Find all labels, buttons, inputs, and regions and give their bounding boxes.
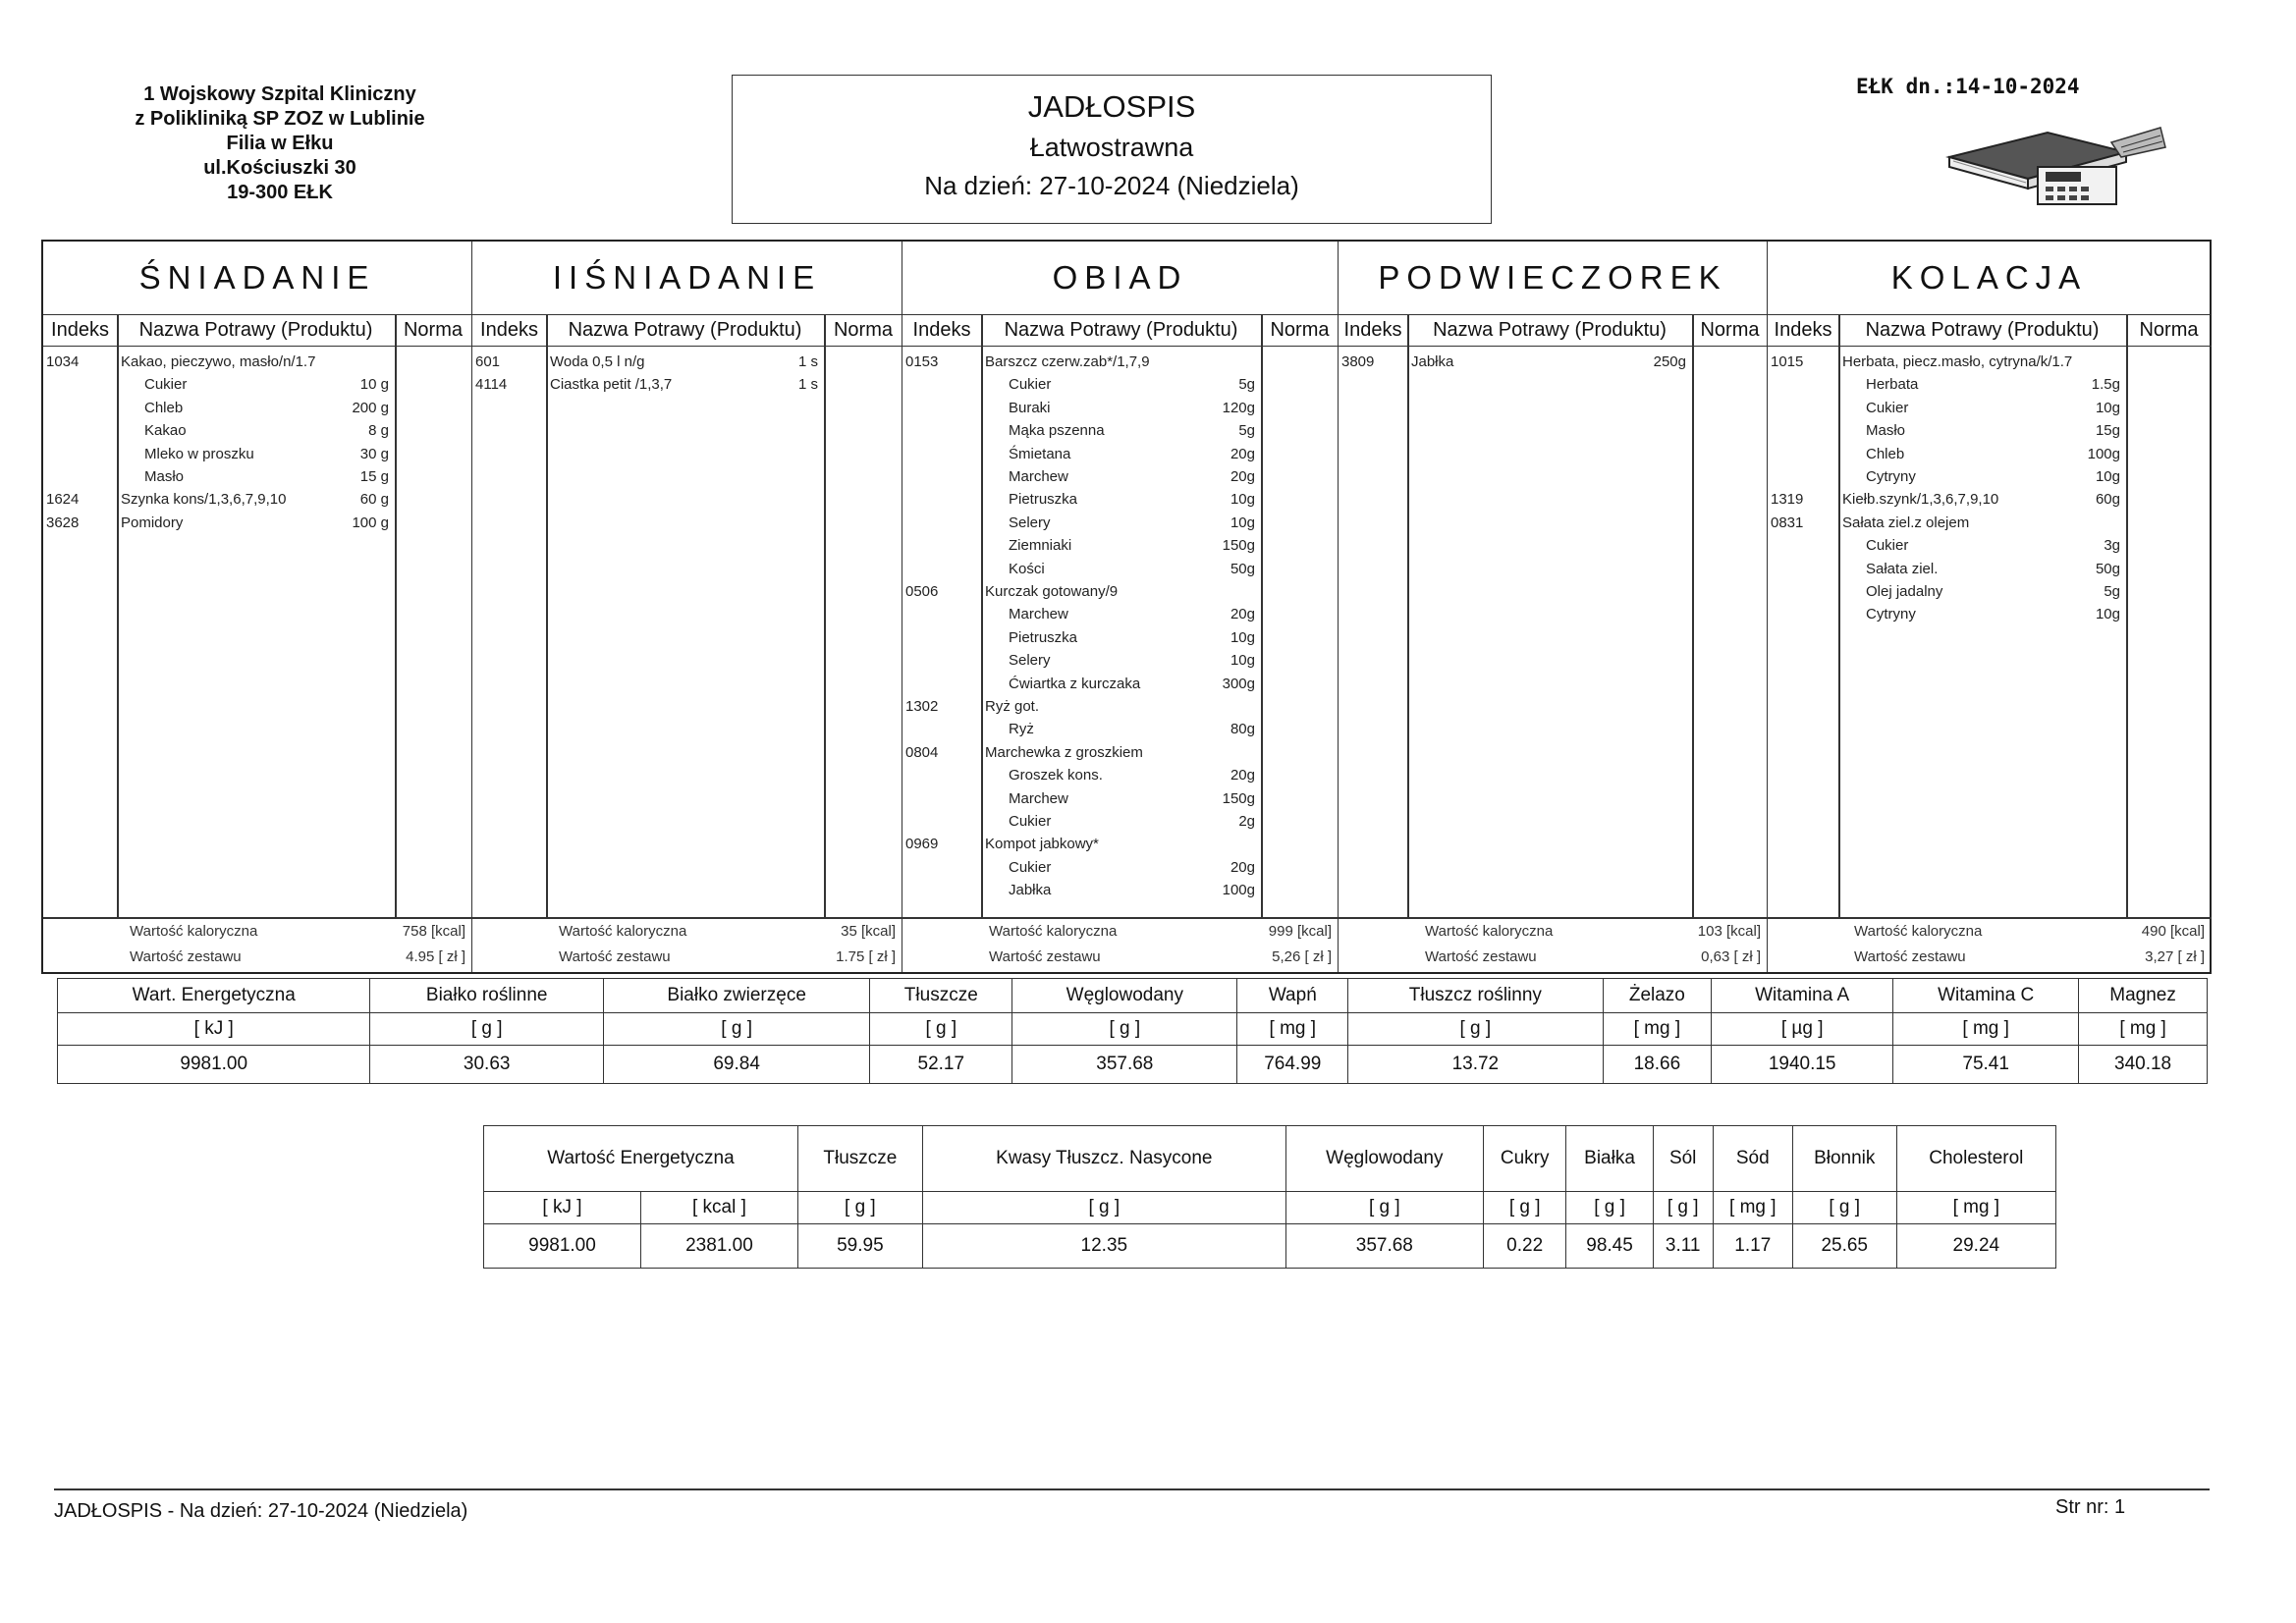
calorie-value: 35 [kcal] bbox=[841, 923, 896, 940]
nutrition-values-cell: 1940.15 bbox=[1712, 1046, 1893, 1084]
nutrition-headers-cell: Białko roślinne bbox=[370, 979, 603, 1013]
nutrition-label-units-cell: [ kcal ] bbox=[640, 1192, 797, 1224]
row-product-name: Marchew bbox=[1009, 789, 1068, 807]
nutrition-label-values-cell: 9981.00 bbox=[484, 1224, 641, 1269]
nutrition-table-main bbox=[57, 978, 2208, 1084]
row-norma: 2g bbox=[1238, 813, 1255, 830]
nutrition-label-values-cell: 357.68 bbox=[1285, 1224, 1483, 1269]
nutrition-label-values-cell: 25.65 bbox=[1792, 1224, 1896, 1269]
row-product-name: Jabłka bbox=[1411, 353, 1454, 370]
row-product-name: Cytryny bbox=[1866, 468, 1916, 485]
row-product-name: Ćwiartka z kurczaka bbox=[1009, 675, 1141, 692]
row-norma: 15g bbox=[2095, 422, 2120, 440]
nutrition-units-cell: [ g ] bbox=[370, 1013, 603, 1046]
row-product-name: Ryż bbox=[1009, 721, 1034, 738]
nutrition-units-cell: [ g ] bbox=[1348, 1013, 1603, 1046]
col-header-norma: Norma bbox=[824, 314, 902, 347]
row-norma: 20g bbox=[1230, 767, 1255, 784]
nutrition-values-cell: 9981.00 bbox=[58, 1046, 370, 1084]
row-norma: 1 s bbox=[797, 376, 818, 394]
col-header-name: Nazwa Potrawy (Produktu) bbox=[1407, 314, 1692, 347]
calorie-label: Wartość kaloryczna bbox=[130, 923, 258, 940]
title-box bbox=[732, 75, 1492, 224]
nutrition-values-cell: 13.72 bbox=[1348, 1046, 1603, 1084]
row-norma: 100g bbox=[1222, 882, 1255, 899]
nutrition-label-values-cell: 3.11 bbox=[1653, 1224, 1713, 1269]
row-index: 1319 bbox=[1771, 491, 1804, 509]
meal-title: IIŚNIADANIE bbox=[472, 242, 902, 315]
row-norma: 10g bbox=[1230, 652, 1255, 670]
row-product-name: Marchewka z groszkiem bbox=[985, 743, 1143, 761]
nutrition-label-units-cell: [ g ] bbox=[1792, 1192, 1896, 1224]
row-product-name: Barszcz czerw.zab*/1,7,9 bbox=[985, 353, 1150, 370]
row-norma: 80g bbox=[1230, 721, 1255, 738]
row-index: 0506 bbox=[905, 583, 939, 600]
meal-0 bbox=[43, 242, 471, 972]
column-divider bbox=[117, 314, 119, 917]
nutrition-values-cell: 30.63 bbox=[370, 1046, 603, 1084]
row-index: 1302 bbox=[905, 698, 939, 715]
row-product-name: Cytryny bbox=[1866, 606, 1916, 623]
row-product-name: Kurczak gotowany/9 bbox=[985, 583, 1119, 600]
col-header-index: Indeks bbox=[1768, 314, 1838, 347]
nutrition-headers-cell: Wart. Energetyczna bbox=[58, 979, 370, 1013]
row-norma: 10 g bbox=[359, 376, 389, 394]
nutrition-label-values-cell: 0.22 bbox=[1483, 1224, 1566, 1269]
row-product-name: Mąka pszenna bbox=[1009, 422, 1105, 440]
row-index: 4114 bbox=[475, 376, 508, 394]
row-norma: 250g bbox=[1653, 353, 1686, 370]
nutrition-label-header-cell: Cholesterol bbox=[1896, 1126, 2055, 1192]
nutrition-headers-cell: Węglowodany bbox=[1012, 979, 1237, 1013]
meal-4 bbox=[1767, 242, 2211, 972]
row-product-name: Pietruszka bbox=[1009, 491, 1078, 509]
nutrition-label-header-cell: Tłuszcze bbox=[797, 1126, 922, 1192]
nutrition-label-header-cell: Sól bbox=[1653, 1126, 1713, 1192]
row-product-name: Szynka kons/1,3,6,7,9,10 bbox=[121, 491, 287, 509]
page-number: Str nr: 1 bbox=[2055, 1496, 2126, 1518]
nutrition-headers-cell: Witamina C bbox=[1893, 979, 2079, 1013]
col-header-index: Indeks bbox=[1339, 314, 1407, 347]
row-norma: 10g bbox=[2095, 606, 2120, 623]
nutrition-headers-cell: Wapń bbox=[1237, 979, 1348, 1013]
row-norma: 10g bbox=[1230, 628, 1255, 646]
nutrition-label-header-cell: Cukry bbox=[1483, 1126, 1566, 1192]
cost-value: 3,27 [ zł ] bbox=[2145, 948, 2205, 965]
summary-divider bbox=[1768, 917, 2212, 919]
nutrition-headers-cell: Tłuszcze bbox=[870, 979, 1012, 1013]
cost-label: Wartość zestawu bbox=[1425, 948, 1537, 965]
hospital-line: Filia w Ełku bbox=[226, 133, 334, 154]
row-index: 1034 bbox=[46, 353, 80, 370]
calorie-label: Wartość kaloryczna bbox=[989, 923, 1118, 940]
nutrition-label-values-cell: 2381.00 bbox=[640, 1224, 797, 1269]
nutrition-label-header-cell: Węglowodany bbox=[1285, 1126, 1483, 1192]
calorie-label: Wartość kaloryczna bbox=[559, 923, 687, 940]
row-product-name: Cukier bbox=[1009, 376, 1052, 394]
row-product-name: Cukier bbox=[1866, 399, 1909, 416]
row-norma: 60 g bbox=[359, 491, 389, 509]
row-norma: 20g bbox=[1230, 445, 1255, 462]
cost-value: 0,63 [ zł ] bbox=[1701, 948, 1761, 965]
nutrition-label-units-cell: [ g ] bbox=[1285, 1192, 1483, 1224]
meal-title: ŚNIADANIE bbox=[43, 242, 471, 315]
hospital-line: 1 Wojskowy Szpital Kliniczny bbox=[143, 83, 416, 105]
row-product-name: Cukier bbox=[1866, 537, 1909, 555]
nutrition-headers-cell: Białko zwierzęce bbox=[603, 979, 870, 1013]
cost-value: 4.95 [ zł ] bbox=[406, 948, 465, 965]
column-divider bbox=[1692, 314, 1694, 917]
row-norma: 100 g bbox=[352, 514, 389, 531]
row-product-name: Herbata, piecz.masło, cytryna/k/1.7 bbox=[1842, 353, 2073, 370]
energy-header: Wartość Energetyczna bbox=[484, 1126, 798, 1192]
nutrition-units-cell: [ kJ ] bbox=[58, 1013, 370, 1046]
row-norma: 200 g bbox=[352, 399, 389, 416]
row-product-name: Cukier bbox=[1009, 813, 1052, 830]
row-product-name: Masło bbox=[144, 468, 185, 485]
col-header-name: Nazwa Potrawy (Produktu) bbox=[1838, 314, 2126, 347]
row-norma: 20g bbox=[1230, 468, 1255, 485]
meal-3 bbox=[1338, 242, 1767, 972]
column-divider bbox=[395, 314, 397, 917]
column-divider bbox=[1407, 314, 1409, 917]
cost-label: Wartość zestawu bbox=[130, 948, 242, 965]
menu-date: Na dzień: 27-10-2024 (Niedziela) bbox=[924, 171, 1299, 200]
nutrition-label-values-row bbox=[484, 1224, 2056, 1269]
summary-divider bbox=[902, 917, 1339, 919]
summary-divider bbox=[1339, 917, 1768, 919]
nutrition-units-cell: [ g ] bbox=[1012, 1013, 1237, 1046]
col-header-norma: Norma bbox=[1692, 314, 1768, 347]
nutrition-headers-cell: Żelazo bbox=[1603, 979, 1712, 1013]
row-product-name: Pomidory bbox=[121, 514, 184, 531]
nutrition-values-cell: 75.41 bbox=[1893, 1046, 2079, 1084]
row-norma: 150g bbox=[1222, 789, 1255, 807]
row-product-name: Sałata ziel.z olejem bbox=[1842, 514, 1970, 531]
row-product-name: Marchew bbox=[1009, 468, 1068, 485]
row-index: 0804 bbox=[905, 743, 939, 761]
row-product-name: Cukier bbox=[1009, 858, 1052, 876]
nutrition-values-cell: 340.18 bbox=[2079, 1046, 2208, 1084]
row-index: 1624 bbox=[46, 491, 80, 509]
column-divider bbox=[2126, 314, 2128, 917]
nutrition-label-header-cell: Błonnik bbox=[1792, 1126, 1896, 1192]
diet-name: Łatwostrawna bbox=[1029, 133, 1194, 162]
row-norma: 50g bbox=[2095, 560, 2120, 577]
nutrition-values-cell: 18.66 bbox=[1603, 1046, 1712, 1084]
row-product-name: Cukier bbox=[144, 376, 188, 394]
row-product-name: Ciastka petit /1,3,7 bbox=[550, 376, 673, 394]
row-norma: 5g bbox=[2104, 583, 2120, 600]
nutrition-label-values-cell: 12.35 bbox=[922, 1224, 1285, 1269]
row-index: 3809 bbox=[1341, 353, 1375, 370]
row-product-name: Kompot jabkowy* bbox=[985, 836, 1099, 853]
row-norma: 8 g bbox=[368, 422, 389, 440]
nutrition-row-headers bbox=[58, 979, 2208, 1013]
summary-divider bbox=[43, 917, 471, 919]
nutrition-label-values-cell: 59.95 bbox=[797, 1224, 922, 1269]
nutrition-label-units-row bbox=[484, 1192, 2056, 1224]
cost-value: 5,26 [ zł ] bbox=[1272, 948, 1332, 965]
col-header-norma: Norma bbox=[1261, 314, 1339, 347]
footer-title: JADŁOSPIS - Na dzień: 27-10-2024 (Niedziela) bbox=[54, 1500, 468, 1522]
hospital-line: ul.Kościuszki 30 bbox=[203, 157, 356, 179]
row-norma: 20g bbox=[1230, 858, 1255, 876]
nutrition-row-values bbox=[58, 1046, 2208, 1084]
nutrition-label-units-cell: [ g ] bbox=[1653, 1192, 1713, 1224]
column-divider bbox=[1838, 314, 1840, 917]
row-product-name: Chleb bbox=[1866, 445, 1905, 462]
summary-divider bbox=[472, 917, 902, 919]
meal-title: OBIAD bbox=[902, 242, 1338, 315]
row-index: 0831 bbox=[1771, 514, 1804, 531]
row-product-name: Olej jadalny bbox=[1866, 583, 1943, 600]
nutrition-units-cell: [ µg ] bbox=[1712, 1013, 1893, 1046]
row-product-name: Kakao bbox=[144, 422, 187, 440]
meal-title: KOLACJA bbox=[1768, 242, 2211, 315]
col-header-name: Nazwa Potrawy (Produktu) bbox=[546, 314, 824, 347]
hospital-line: z Polikliniką SP ZOZ w Lublinie bbox=[135, 108, 425, 130]
nutrition-units-cell: [ mg ] bbox=[1603, 1013, 1712, 1046]
row-product-name: Sałata ziel. bbox=[1866, 560, 1939, 577]
calorie-value: 999 [kcal] bbox=[1268, 923, 1332, 940]
row-norma: 100g bbox=[2087, 445, 2120, 462]
nutrition-table-label bbox=[483, 1125, 2056, 1269]
cost-label: Wartość zestawu bbox=[1854, 948, 1966, 965]
col-header-name: Nazwa Potrawy (Produktu) bbox=[117, 314, 395, 347]
nutrition-label-values-cell: 1.17 bbox=[1713, 1224, 1792, 1269]
row-index: 0153 bbox=[905, 353, 939, 370]
row-product-name: Marchew bbox=[1009, 606, 1068, 623]
column-divider bbox=[546, 314, 548, 917]
row-norma: 30 g bbox=[359, 445, 389, 462]
nutrition-label-header-cell: Kwasy Tłuszcz. Nasycone bbox=[922, 1126, 1285, 1192]
row-norma: 20g bbox=[1230, 606, 1255, 623]
nutrition-label-header-row bbox=[484, 1126, 2056, 1192]
col-header-name: Nazwa Potrawy (Produktu) bbox=[981, 314, 1261, 347]
row-product-name: Buraki bbox=[1009, 399, 1051, 416]
row-product-name: Jabłka bbox=[1009, 882, 1052, 899]
row-product-name: Masło bbox=[1866, 422, 1906, 440]
nutrition-values-cell: 357.68 bbox=[1012, 1046, 1237, 1084]
row-product-name: Pietruszka bbox=[1009, 628, 1078, 646]
row-norma: 5g bbox=[1238, 376, 1255, 394]
menu-table bbox=[41, 240, 2212, 974]
row-product-name: Ziemniaki bbox=[1009, 537, 1072, 555]
meal-2 bbox=[902, 242, 1338, 972]
col-header-norma: Norma bbox=[2126, 314, 2212, 347]
nutrition-label-header-cell: Sód bbox=[1713, 1126, 1792, 1192]
nutrition-values-cell: 764.99 bbox=[1237, 1046, 1348, 1084]
row-product-name: Mleko w proszku bbox=[144, 445, 254, 462]
row-index: 601 bbox=[475, 353, 501, 370]
calorie-value: 758 [kcal] bbox=[402, 923, 465, 940]
row-product-name: Śmietana bbox=[1009, 445, 1071, 462]
nutrition-label-units-cell: [ g ] bbox=[797, 1192, 922, 1224]
row-norma: 10g bbox=[2095, 399, 2120, 416]
row-norma: 3g bbox=[2104, 537, 2120, 555]
col-header-index: Indeks bbox=[43, 314, 117, 347]
nutrition-label-values-cell: 29.24 bbox=[1896, 1224, 2055, 1269]
row-norma: 300g bbox=[1222, 675, 1255, 692]
meal-1 bbox=[471, 242, 902, 972]
nutrition-label-values-cell: 98.45 bbox=[1566, 1224, 1653, 1269]
row-index: 1015 bbox=[1771, 353, 1804, 370]
row-norma: 50g bbox=[1230, 560, 1255, 577]
row-product-name: Chleb bbox=[144, 399, 184, 416]
row-product-name: Selery bbox=[1009, 514, 1051, 531]
nutrition-values-cell: 52.17 bbox=[870, 1046, 1012, 1084]
row-index: 0969 bbox=[905, 836, 939, 853]
nutrition-label-units-cell: [ mg ] bbox=[1713, 1192, 1792, 1224]
col-header-index: Indeks bbox=[472, 314, 546, 347]
nutrition-values-cell: 69.84 bbox=[603, 1046, 870, 1084]
cost-value: 1.75 [ zł ] bbox=[836, 948, 896, 965]
column-divider bbox=[824, 314, 826, 917]
row-norma: 10g bbox=[1230, 491, 1255, 509]
cost-label: Wartość zestawu bbox=[989, 948, 1101, 965]
hospital-address bbox=[88, 82, 471, 205]
col-header-norma: Norma bbox=[395, 314, 471, 347]
nutrition-units-cell: [ mg ] bbox=[2079, 1013, 2208, 1046]
nutrition-headers-cell: Witamina A bbox=[1712, 979, 1893, 1013]
cost-label: Wartość zestawu bbox=[559, 948, 671, 965]
row-norma: 5g bbox=[1238, 422, 1255, 440]
page-title: JADŁOSPIS bbox=[1027, 89, 1196, 124]
column-divider bbox=[981, 314, 983, 917]
book-calculator-icon bbox=[1940, 118, 2175, 216]
nutrition-units-cell: [ mg ] bbox=[1893, 1013, 2079, 1046]
row-norma: 60g bbox=[2095, 491, 2120, 509]
nutrition-units-cell: [ g ] bbox=[603, 1013, 870, 1046]
nutrition-label-units-cell: [ g ] bbox=[1566, 1192, 1653, 1224]
calorie-value: 103 [kcal] bbox=[1697, 923, 1761, 940]
calorie-label: Wartość kaloryczna bbox=[1425, 923, 1554, 940]
nutrition-units-cell: [ mg ] bbox=[1237, 1013, 1348, 1046]
nutrition-label-header-cell: Białka bbox=[1566, 1126, 1653, 1192]
row-norma: 150g bbox=[1222, 537, 1255, 555]
row-norma: 10g bbox=[1230, 514, 1255, 531]
row-norma: 1.5g bbox=[2091, 376, 2120, 394]
nutrition-label-units-cell: [ mg ] bbox=[1896, 1192, 2055, 1224]
row-product-name: Herbata bbox=[1866, 376, 1919, 394]
row-product-name: Kiełb.szynk/1,3,6,7,9,10 bbox=[1842, 491, 1999, 509]
calorie-label: Wartość kaloryczna bbox=[1854, 923, 1983, 940]
nutrition-label-units-cell: [ kJ ] bbox=[484, 1192, 641, 1224]
meal-title: PODWIECZOREK bbox=[1339, 242, 1767, 315]
row-norma: 10g bbox=[2095, 468, 2120, 485]
row-product-name: Selery bbox=[1009, 652, 1051, 670]
row-product-name: Kakao, pieczywo, masło/n/1.7 bbox=[121, 353, 316, 370]
row-norma: 15 g bbox=[359, 468, 389, 485]
issue-date: EŁK dn.:14-10-2024 bbox=[1856, 75, 2080, 98]
footer-divider bbox=[54, 1488, 2210, 1490]
row-norma: 1 s bbox=[797, 353, 818, 370]
row-product-name: Groszek kons. bbox=[1009, 767, 1103, 784]
nutrition-label-units-cell: [ g ] bbox=[922, 1192, 1285, 1224]
column-divider bbox=[1261, 314, 1263, 917]
nutrition-headers-cell: Tłuszcz roślinny bbox=[1348, 979, 1603, 1013]
row-product-name: Woda 0,5 l n/g bbox=[550, 353, 645, 370]
nutrition-units-cell: [ g ] bbox=[870, 1013, 1012, 1046]
row-product-name: Kości bbox=[1009, 560, 1045, 577]
nutrition-headers-cell: Magnez bbox=[2079, 979, 2208, 1013]
row-index: 3628 bbox=[46, 514, 80, 531]
hospital-line: 19-300 EŁK bbox=[227, 182, 333, 203]
row-product-name: Ryż got. bbox=[985, 698, 1040, 715]
nutrition-label-units-cell: [ g ] bbox=[1483, 1192, 1566, 1224]
col-header-index: Indeks bbox=[902, 314, 981, 347]
nutrition-row-units bbox=[58, 1013, 2208, 1046]
calorie-value: 490 [kcal] bbox=[2141, 923, 2205, 940]
row-norma: 120g bbox=[1222, 399, 1255, 416]
